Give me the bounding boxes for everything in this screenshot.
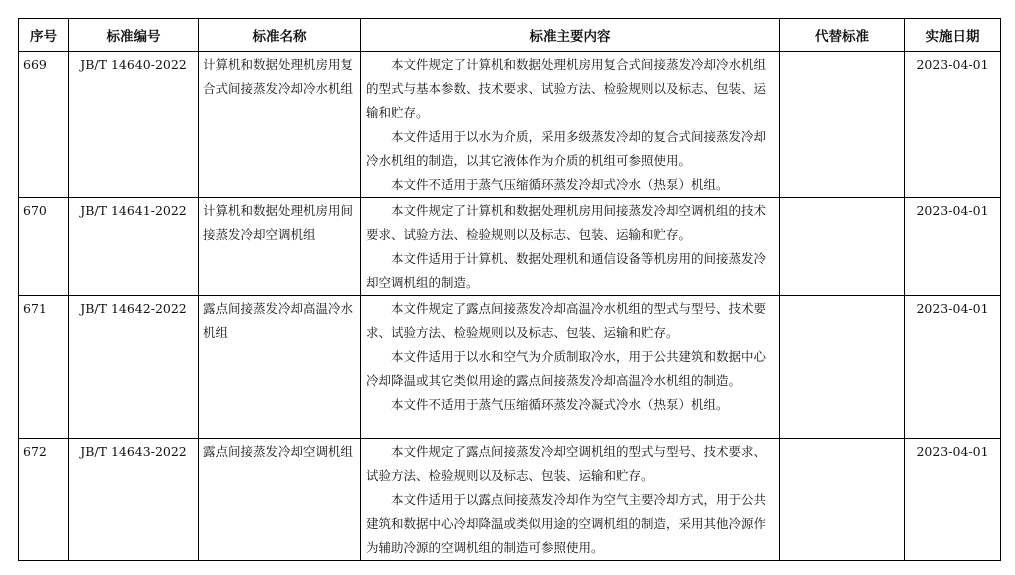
standard-content (361, 296, 780, 439)
content-paragraph: 本文件规定了露点间接蒸发冷却空调机组的型式与型号、技术要求、试验方法、检验规则以及标志、包装、运输和贮存。 (366, 444, 767, 483)
content-paragraph: 本文件适用于计算机、数据处理机和通信设备等机房用的间接蒸发冷却空调机组的制造。 (366, 251, 767, 290)
standard-name: 计算机和数据处理机房用复合式间接蒸发冷却冷水机组 (199, 52, 361, 198)
header-name: 标准名称 (199, 19, 361, 52)
content-paragraph: 本文件规定了露点间接蒸发冷却高温冷水机组的型式与型号、技术要求、试验方法、检验规则以及标志、包装、运输和贮存。 (366, 301, 767, 340)
replaced-standard (780, 296, 905, 439)
standard-code: JB/T 14640-2022 (69, 52, 199, 198)
standard-content (361, 198, 780, 296)
standard-code: JB/T 14643-2022 (69, 439, 199, 561)
standards-table-container (18, 18, 1000, 561)
content-paragraph: 本文件规定了计算机和数据处理机房用间接蒸发冷却空调机组的技术要求、试验方法、检验规则以及标志、包装、运输和贮存。 (366, 203, 767, 242)
header-row (19, 19, 1001, 52)
content-paragraph: 本文件规定了计算机和数据处理机房用复合式间接蒸发冷却冷水机组的型式与基本参数、技术要求、试验方法、检验规则以及标志、包装、运输和贮存。 (366, 57, 767, 120)
content-paragraph: 本文件适用于以水为介质，采用多级蒸发冷却的复合式间接蒸发冷却冷水机组的制造，以其它液体作为介质的机组可参照使用。 (366, 129, 767, 168)
standard-code: JB/T 14642-2022 (69, 296, 199, 439)
standard-name: 露点间接蒸发冷却空调机组 (199, 439, 361, 561)
effective-date: 2023-04-01 (905, 296, 1001, 439)
header-content: 标准主要内容 (361, 19, 780, 52)
table-row (19, 52, 1001, 198)
replaced-standard (780, 439, 905, 561)
table-row (19, 198, 1001, 296)
row-number: 672 (19, 439, 69, 561)
table-row (19, 439, 1001, 561)
standard-code: JB/T 14641-2022 (69, 198, 199, 296)
replaced-standard (780, 52, 905, 198)
table-row (19, 296, 1001, 439)
effective-date: 2023-04-01 (905, 52, 1001, 198)
header-no: 序号 (19, 19, 69, 52)
standard-content (361, 439, 780, 561)
content-paragraph: 本文件适用于以水和空气为介质制取冷水，用于公共建筑和数据中心冷却降温或其它类似用途的露点间接蒸发冷却高温冷水机组的制造。 (366, 349, 767, 388)
header-date: 实施日期 (905, 19, 1001, 52)
content-paragraph: 本文件不适用于蒸气压缩循环蒸发冷却式冷水（热泵）机组。 (391, 177, 729, 192)
replaced-standard (780, 198, 905, 296)
row-number: 670 (19, 198, 69, 296)
content-paragraph: 本文件不适用于蒸气压缩循环蒸发冷凝式冷水（热泵）机组。 (391, 397, 729, 412)
standards-table (18, 18, 1001, 561)
header-code: 标准编号 (69, 19, 199, 52)
row-number: 671 (19, 296, 69, 439)
standard-name: 计算机和数据处理机房用间接蒸发冷却空调机组 (199, 198, 361, 296)
standard-content (361, 52, 780, 198)
effective-date: 2023-04-01 (905, 198, 1001, 296)
effective-date: 2023-04-01 (905, 439, 1001, 561)
standard-name: 露点间接蒸发冷却高温冷水机组 (199, 296, 361, 439)
content-paragraph: 本文件适用于以露点间接蒸发冷却作为空气主要冷却方式，用于公共建筑和数据中心冷却降温或类似用途的空调机组的制造，采用其他冷源作为辅助冷源的空调机组的制造可参照使用。 (366, 492, 767, 555)
row-number: 669 (19, 52, 69, 198)
header-replace: 代替标准 (780, 19, 905, 52)
